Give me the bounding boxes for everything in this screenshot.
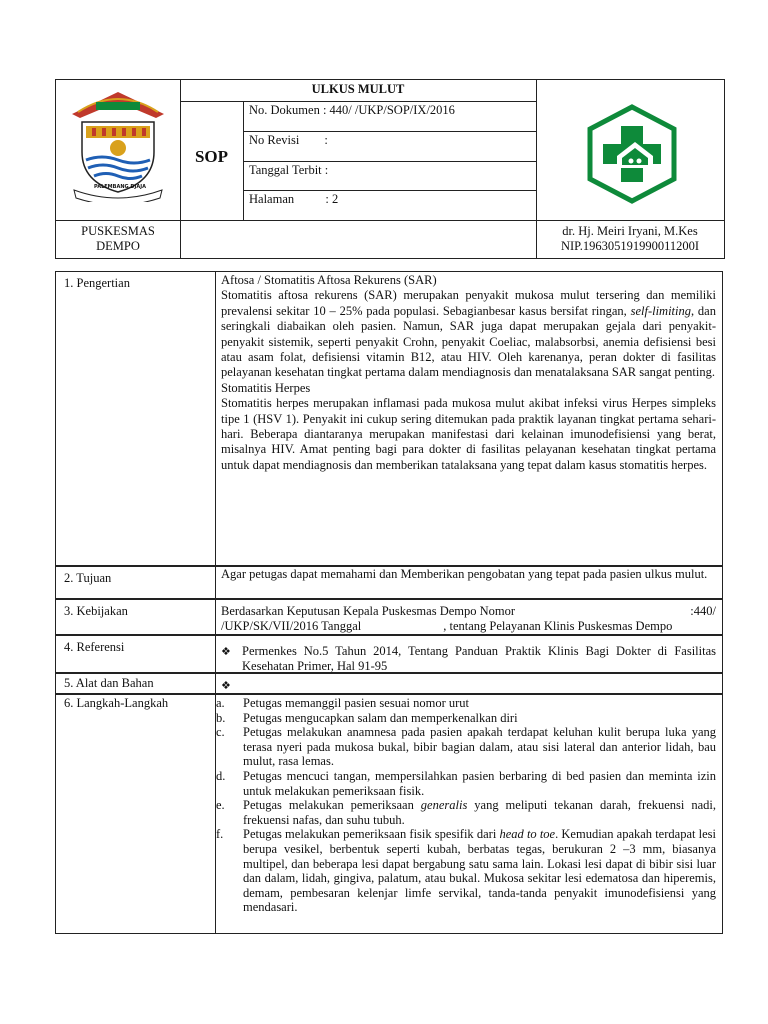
row-content: Berdasarkan Keputusan Kepala Puskesmas Dempo Nomor :440/ /UKP/SK/VII/2016 Tanggal , tentang Pelayanan Klinis Puskesmas Dempo xyxy=(221,604,716,633)
herpes-paragraph: Stomatitis herpes merupakan inflamasi pada mukosa mulut akibat infeksi virus Herpes simpleks tipe 1 (HSV 1). Penyakit ini cukup sering ditemukan pada praktik layanan tingkat pertama sehari-hari. Beberapa diantaranya merupakan manifestasi dari kelainan imunodefisiensi yang berat, misalnya HIV. Amat penting bagi para dokter di fasilitas pelayanan kesehatan tingkat pertama untuk dapat mendiagnosis dan memberikan tatalaksana yang tepat dalam kasus stomatitis herpes. xyxy=(221,396,716,472)
row-label: 4. Referensi xyxy=(56,636,216,672)
row-label: 1. Pengertian xyxy=(56,272,216,565)
header-table xyxy=(55,79,725,259)
step-item: f. Petugas melakukan pemeriksaan fisik spesifik dari head to toe. Kemudian apakah terdapat lesi berupa vesikel, berbentuk seperti kubah, berbatas tegas, berukuran 2 –3 mm, biasanya multipel, dan beberapa lesi dapat bergabung satu sama lain. Lokasi lesi dapat di bibir sisi luar dan dalam, lidah, gingiva, palatum, atau bukal. Mukosa sekitar lesi edematosa dan hiperemis, demam, pembesaran kelenjar limfe servikal, tanda-tanda penyakit imunodefisiensi yang mendasari. xyxy=(216,827,716,915)
row-content: Agar petugas dapat memahami dan Memberikan pengobatan yang tepat pada pasien ulkus mulut. xyxy=(221,567,708,581)
row-label: 5. Alat dan Bahan xyxy=(56,674,216,693)
row-content: ❖ Permenkes No.5 Tahun 2014, Tentang Panduan Praktik Klinis Bagi Dokter di Fasilitas Kesehatan Primer, Hal 91-95 xyxy=(221,644,716,673)
page-info: Halaman : 2 xyxy=(249,192,339,206)
bullet-icon: ❖ xyxy=(221,679,231,692)
doc-number: No. Dokumen : 440/ /UKP/SOP/IX/2016 xyxy=(249,103,455,117)
row-label: 6. Langkah-Langkah xyxy=(56,695,216,933)
subheading: Stomatitis Herpes xyxy=(221,380,311,395)
row-langkah xyxy=(55,694,723,934)
signer-block xyxy=(536,224,724,254)
revision-number: No Revisi : xyxy=(249,133,328,147)
row-content xyxy=(216,695,722,933)
document-title: ULKUS MULUT xyxy=(311,82,405,96)
row-label: 2. Tujuan xyxy=(56,567,216,598)
step-item: d. Petugas mencuci tangan, mempersilahkan pasien berbaring di bed pasien dan meminta izin untuk melakukan pemeriksaan fisik. xyxy=(216,768,716,798)
publish-date: Tanggal Terbit : xyxy=(249,163,329,177)
step-item: a. Petugas memanggil pasien sesuai nomor urut xyxy=(216,696,470,710)
step-item: b. Petugas mengucapkan salam dan memperkenalkan diri xyxy=(216,710,518,725)
org-name: PUSKESMAS DEMPO xyxy=(81,224,155,253)
row-label: 3. Kebijakan xyxy=(56,600,216,634)
row-content: Aftosa / Stomatitis Aftosa Rekurens (SAR) Stomatitis aftosa rekurens (SAR) merupakan penyakit mukosa mulut tersering dan memiliki prevalensi sekitar 10 – 25% pada populasi. Sebagianbesar kasus bersifat ringan, self-limiting, dan seringkali diabaikan oleh pasien. Namun, SAR juga dapat merupakan gejala dari penyakit-penyakit sistemik, seperti penyakit Crohn, penyakit Coeliac, malabsorbsi, anemia defisiensi besi atau asam folat, defisiensi vitamin B12, atau HIV. Oleh karenanya, peran dokter di fasilitas pelayanan kesehatan tingkat pertama dalam mendiagnosis dan menatalaksana SAR sangat penting. Stomatitis Herpes Stomatitis herpes merupakan inflamasi pada mukosa mulut akibat infeksi virus Herpes simpleks tipe 1 (HSV 1). Penyakit ini cukup sering ditemukan pada praktik layanan tingkat pertama sehari-hari. Beberapa diantaranya merupakan manifestasi dari kelainan imunodefisiensi yang berat, misalnya HIV. Amat penting bagi para dokter di fasilitas pelayanan kesehatan tingkat pertama untuk dapat mendiagnosis dan memberikan tatalaksana yang tepat dalam kasus stomatitis herpes. xyxy=(221,273,716,472)
puskesmas-logo xyxy=(583,104,681,204)
sar-paragraph: Stomatitis aftosa rekurens (SAR) merupakan penyakit mukosa mulut tersering dan memiliki prevalensi sekitar 10 – 25% pada populasi. Sebagianbesar kasus bersifat ringan, self-limiting, dan seringkali diabaikan oleh pasien. Namun, SAR juga dapat merupakan gejala dari penyakit-penyakit sistemik, seperti penyakit Crohn, penyakit Coeliac, malabsorbsi, anemia defisiensi besi atau asam folat, defisiensi vitamin B12, atau HIV. Oleh karenanya, peran dokter di fasilitas pelayanan kesehatan tingkat pertama dalam mendiagnosis dan menatalaksana SAR sangat penting. xyxy=(221,288,716,380)
bullet-icon: ❖ xyxy=(221,645,231,658)
row-kebijakan xyxy=(55,599,723,635)
row-content xyxy=(216,674,722,693)
row-pengertian xyxy=(55,271,723,566)
signer-nip: NIP.196305191990011200I xyxy=(560,239,700,253)
step-item: e. Petugas melakukan pemeriksaan generalis yang meliputi tekanan darah, frekuensi nadi, frekuensi nafas, dan suhu tubuh. xyxy=(216,798,716,827)
row-referensi xyxy=(55,635,723,673)
row-tujuan xyxy=(55,566,723,599)
row-alat-bahan xyxy=(55,673,723,694)
step-item: c. Petugas melakukan anamnesa pada pasien apakah terdapat keluhan kulit berupa luka yang terasa nyeri pada mukosa bukal, bibir bagian dalam, atau sisi lateral dan anterior lidah, bau mulut, rasa lemas. xyxy=(216,725,716,769)
sop-label: SOP xyxy=(194,147,229,166)
logo-banner-text: PALEMBANG DJAJA xyxy=(94,184,146,190)
signer-name: dr. Hj. Meiri Iryani, M.Kes xyxy=(562,224,698,238)
